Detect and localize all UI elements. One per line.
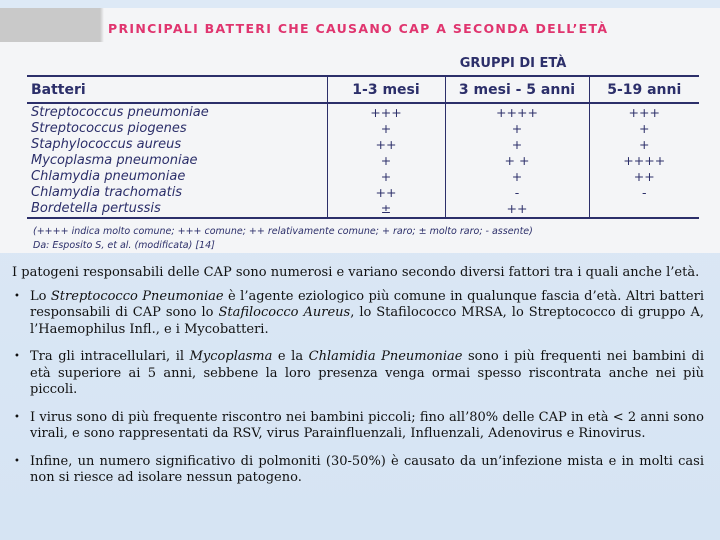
frequency-cell: ++++ <box>445 103 589 120</box>
table-row <box>27 103 699 120</box>
frequency-cell: ++ <box>589 168 699 184</box>
bacterium-name: Bordetella pertussis <box>27 201 327 218</box>
bacterium-name: Staphylococcus aureus <box>31 136 182 152</box>
intro-paragraph: I patogeni responsabili delle CAP sono numerosi e variano secondo diversi fattori tra i quali anche l’età. <box>12 265 700 280</box>
bullet-icon: • <box>14 411 20 423</box>
frequency-cell: +++ <box>589 103 699 120</box>
bullet-intracellulari: • Tra gli intracellulari, il Mycoplasma e la Chlamidia Pneumoniae sono i più frequenti nei bambini di età superiore ai 5 anni, sebbene la loro presenza venga ormai spesso riscontrata anche nei più piccoli. <box>14 349 704 397</box>
frequency-cell: + <box>589 120 699 136</box>
bacteria-age-table <box>27 51 699 219</box>
species-name: Chlamidia Pneumoniae <box>308 349 463 364</box>
table-row <box>27 152 699 168</box>
bullet-icon: • <box>14 290 20 302</box>
bacterium-name: Streptococcus pneumoniae <box>31 104 209 120</box>
table-legend: (++++ indica molto comune; +++ comune; ++ relativamente comune; + raro; ± molto raro; - assente) <box>33 226 533 237</box>
frequency-cell: + <box>327 120 445 136</box>
frequency-cell: ++ <box>445 201 589 218</box>
table-row <box>27 168 699 184</box>
species-name: Streptococco Pneumoniae <box>50 288 224 304</box>
table-source: Da: Esposito S, et al. (modificata) [14] <box>33 240 215 251</box>
frequency-cell: ++ <box>327 136 445 152</box>
frequency-cell: ± <box>327 201 445 218</box>
table-row <box>27 120 699 136</box>
bullet-icon: • <box>14 351 20 362</box>
frequency-cell: + <box>327 152 445 168</box>
bacterium-name: Chlamydia trachomatis <box>31 185 183 201</box>
column-header: 3 mesi - 5 anni <box>445 76 589 103</box>
table-row <box>27 136 699 152</box>
group-header: GRUPPI DI ETÀ <box>327 51 699 76</box>
frequency-cell: + <box>445 168 589 184</box>
frequency-cell: + <box>445 136 589 152</box>
frequency-cell: ++++ <box>589 152 699 168</box>
species-name: Stafilococco Aureus <box>218 305 351 320</box>
frequency-cell: + <box>589 136 699 152</box>
bullet-icon: • <box>14 455 20 467</box>
frequency-cell <box>589 201 699 218</box>
frequency-cell: + <box>445 120 589 136</box>
body-text <box>12 265 704 498</box>
species-name: Mycoplasma <box>189 349 273 364</box>
bullet-virus: • I virus sono di più frequente riscontro nei bambini piccoli; fino all’80% delle CAP in età < 2 anni sono virali, e sono rappresentati da RSV, virus Parainfluenzali, Influenzali, Adenovirus e Rinovirus. <box>14 409 704 441</box>
frequency-cell: +++ <box>327 103 445 120</box>
figure-title: PRINCIPALI BATTERI CHE CAUSANO CAP A SECONDA DELL’ETÀ <box>108 21 609 36</box>
bacterium-name: Chlamydia pneumoniae <box>31 168 186 184</box>
column-header: 5-19 anni <box>589 76 699 103</box>
frequency-cell: - <box>589 184 699 200</box>
table-row <box>27 184 699 200</box>
frequency-cell: ++ <box>327 184 445 200</box>
bullet-infezione-mista: • Infine, un numero significativo di polmoniti (30-50%) è causato da un’infezione mista e in molti casi non si riesce ad isolare nessun patogeno. <box>14 453 704 485</box>
bullet-streptococco: • Lo Streptococco Pneumoniae è l’agente eziologico più comune in qualunque fascia d’età. Altri batteri responsabili di CAP sono lo Stafilococco Aureus, lo Stafilococco MRSA, lo Streptococco di gruppo A, l’Haemophilus Infl., e i Mycobatteri. <box>14 288 704 337</box>
bullet-list <box>12 289 704 487</box>
table-row <box>27 201 699 218</box>
column-header: Batteri <box>27 76 327 103</box>
frequency-cell: + <box>327 168 445 184</box>
bacterium-name: Streptococcus piogenes <box>31 120 187 136</box>
frequency-cell: - <box>445 184 589 200</box>
frequency-cell: + + <box>445 152 589 168</box>
bacterium-name: Mycoplasma pneumoniae <box>31 152 198 168</box>
column-header: 1-3 mesi <box>327 76 445 103</box>
table-photo <box>0 8 720 253</box>
